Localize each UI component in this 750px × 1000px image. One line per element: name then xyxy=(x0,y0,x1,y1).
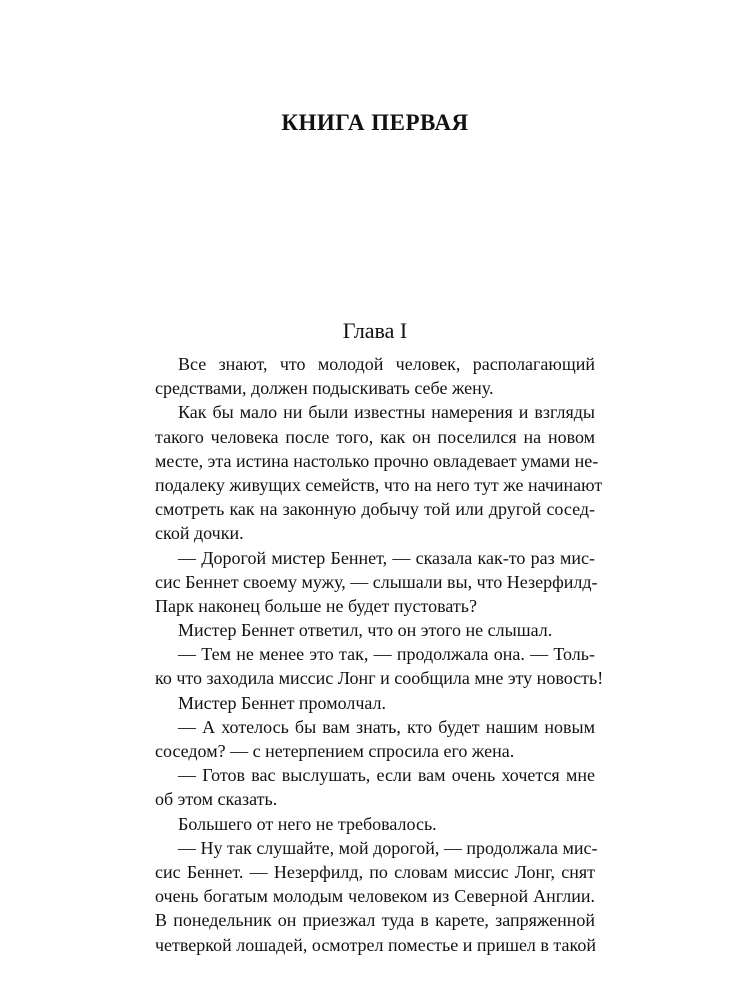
text-line: об этом сказать. xyxy=(155,789,278,810)
text-line: соседом? — с нетерпением спросила его жена. xyxy=(155,741,515,761)
text-line: сис Беннет своему мужу, — слышали вы, что Незерфилд- xyxy=(155,571,598,592)
chapter-title: Глава I xyxy=(342,318,408,343)
text-line: — Готов вас выслушать, если вам очень хочется мне xyxy=(178,765,595,786)
text-line: месте, эта истина настолько прочно овладевает умами не- xyxy=(155,450,599,471)
text-line: подалеку живущих семейств, что на него тут же начинают xyxy=(155,474,603,495)
chapter-text xyxy=(155,352,604,957)
text-line: Все знают, что молодой человек, располагающий xyxy=(178,354,595,374)
text-line: — Ну так слушайте, мой дорогой, — продолжала мис- xyxy=(178,837,598,858)
text-line: Большего от него не требовалось. xyxy=(178,813,437,834)
text-line: смотреть как на законную добычу той или другой сосед- xyxy=(155,499,595,520)
text-line: сис Беннет. — Незерфилд, по словам миссис Лонг, снят xyxy=(155,861,595,882)
text-line: средствами, должен подыскивать себе жену. xyxy=(155,378,494,399)
text-line: четверкой лошадей, осмотрел поместье и пришел в такой xyxy=(155,934,596,955)
text-line: такого человека после того, как он поселился на новом xyxy=(155,426,595,447)
text-line: — А хотелось бы вам знать, кто будет нашим новым xyxy=(178,716,595,737)
book-title: КНИГА ПЕРВАЯ xyxy=(281,110,469,135)
text-line: ко что заходила миссис Лонг и сообщила мне эту новость! xyxy=(155,668,604,689)
text-line: Парк наконец больше не будет пустовать? xyxy=(155,595,477,616)
text-line: В понедельник он приезжал туда в карете, запряженной xyxy=(155,910,595,931)
text-line: очень богатым молодым человеком из Северной Англии. xyxy=(155,886,595,907)
text-line: Мистер Беннет ответил, что он этого не слышал. xyxy=(178,620,553,641)
text-line: Как бы мало ни были известны намерения и взгляды xyxy=(178,402,595,423)
text-line: — Тем не менее это так, — продолжала она. — Толь- xyxy=(178,644,595,665)
text-line: ской дочки. xyxy=(155,523,244,544)
text-line: Мистер Беннет промолчал. xyxy=(178,692,387,713)
text-line: — Дорогой мистер Беннет, — сказала как-то раз мис- xyxy=(178,547,595,568)
